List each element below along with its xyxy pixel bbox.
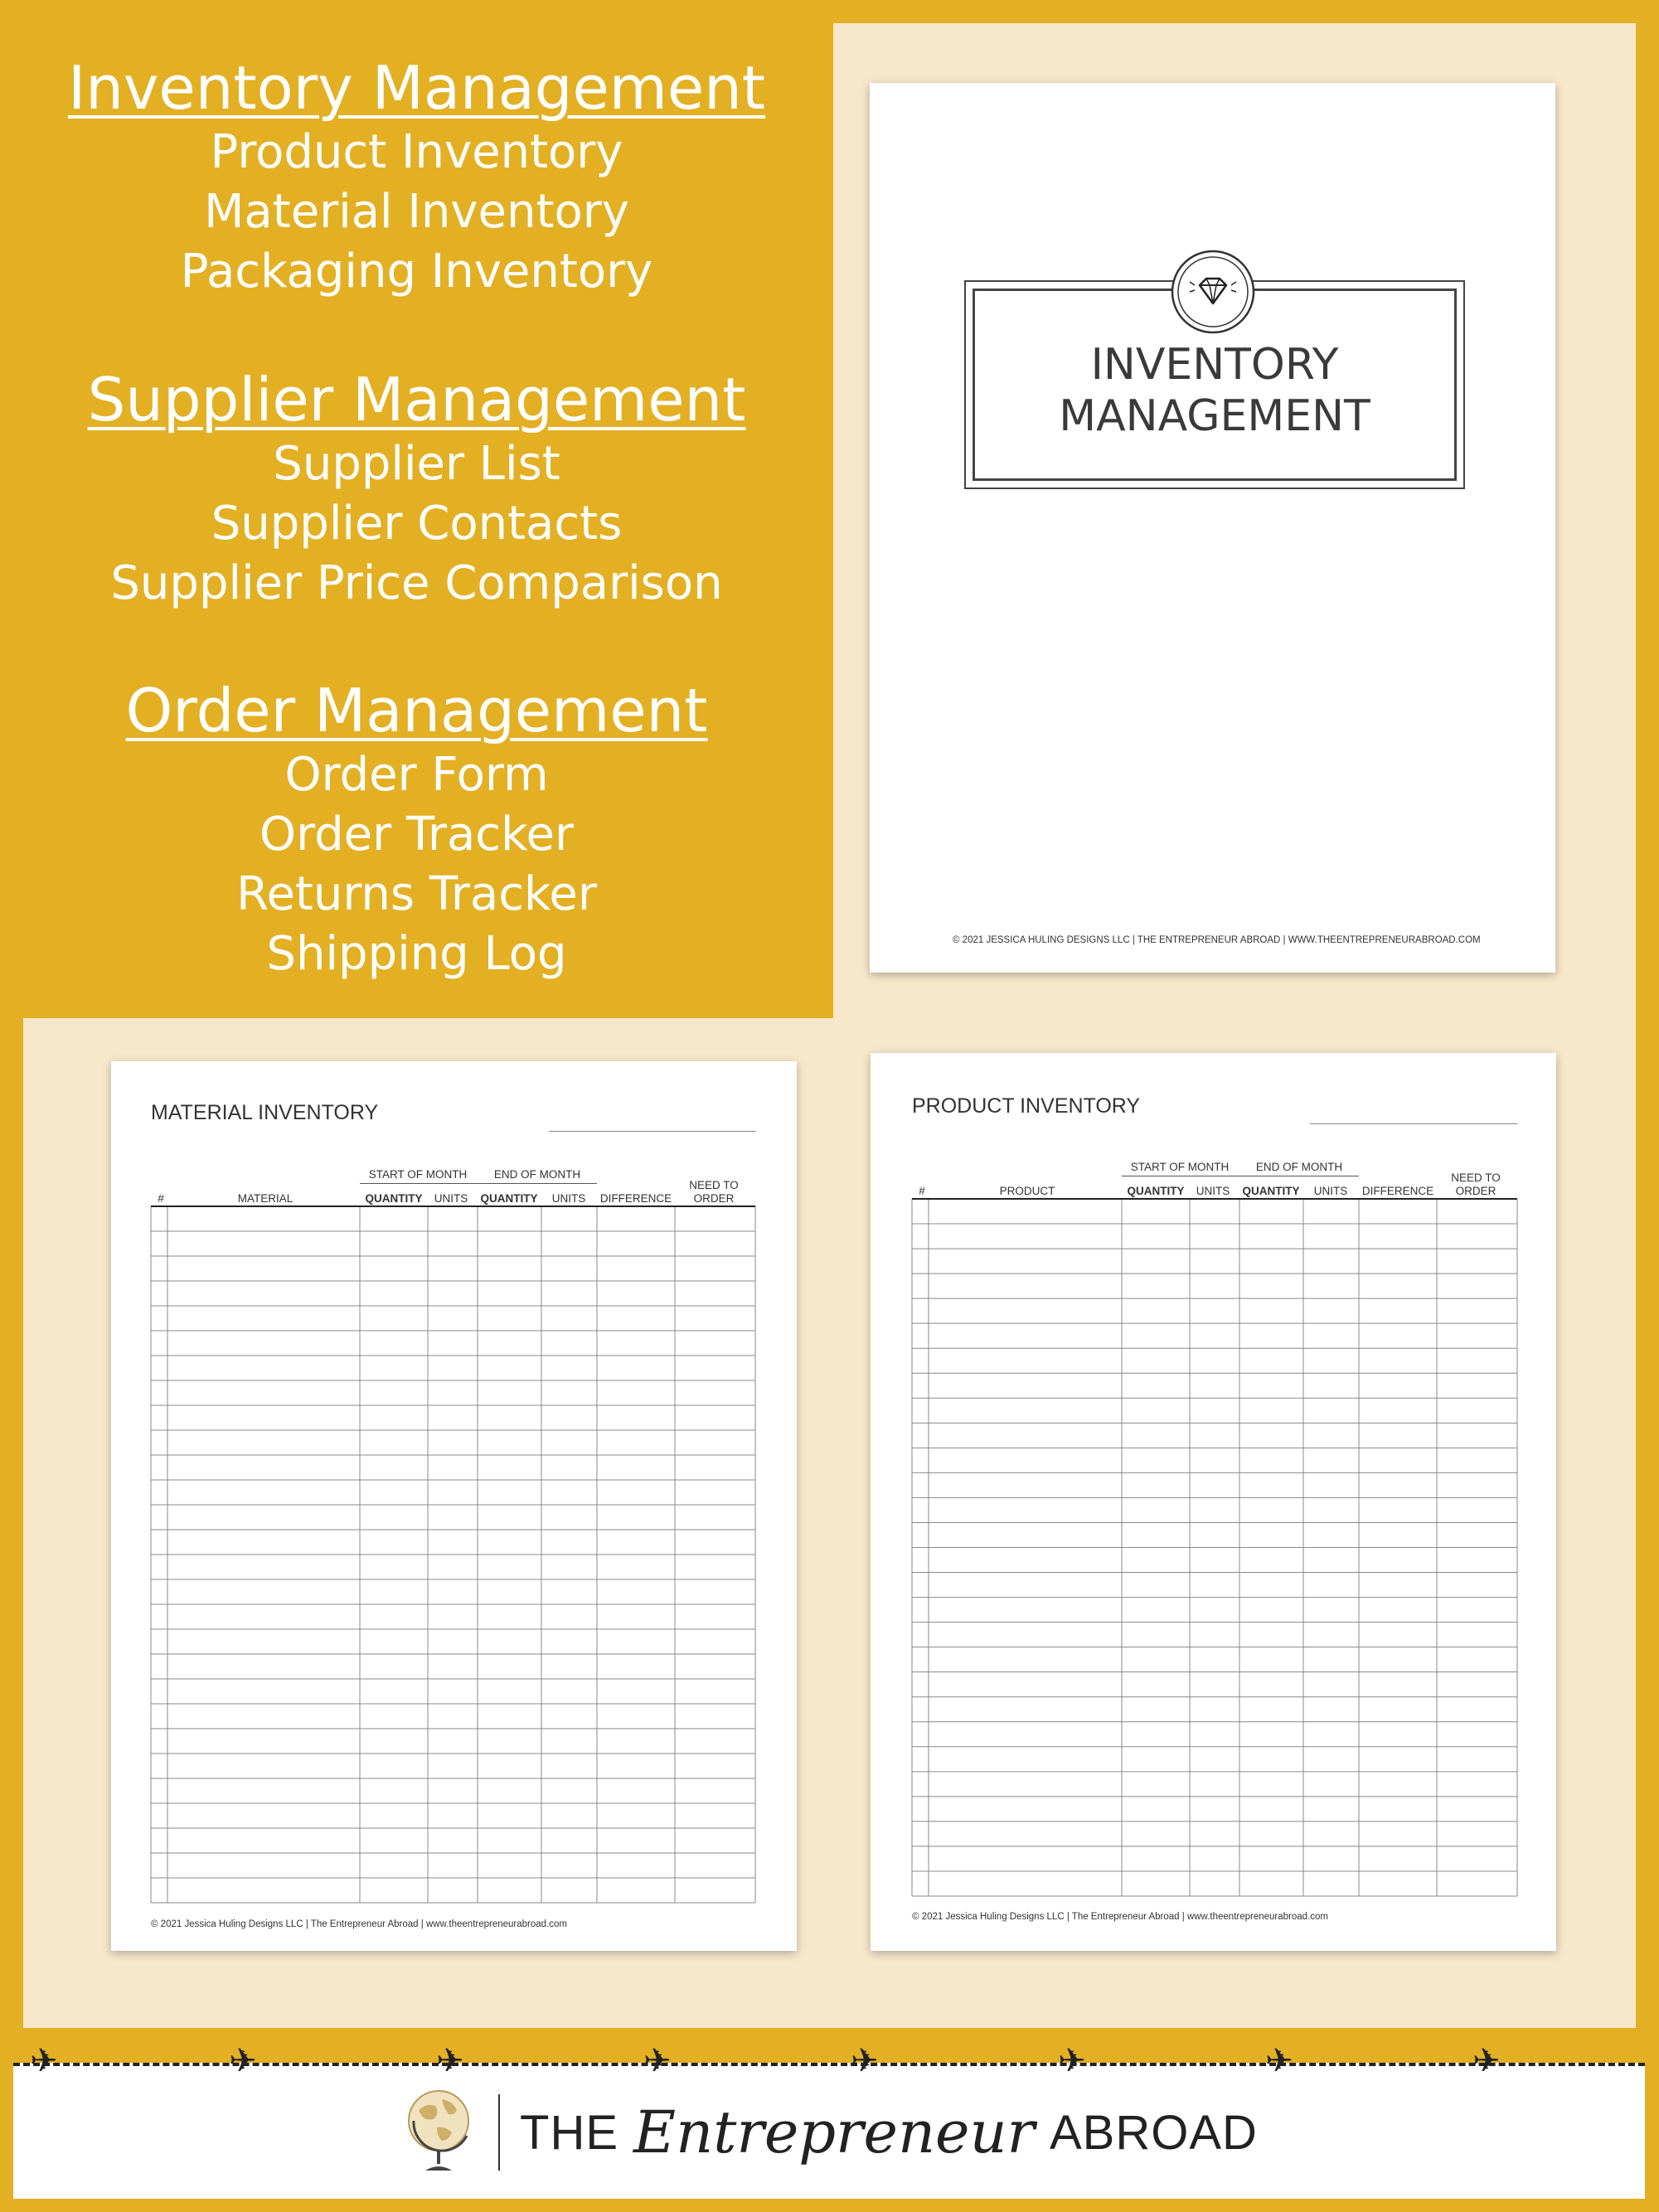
menu-item[interactable]: Supplier List [273,437,560,491]
header-start-quantity: QUANTITY [1127,1185,1185,1197]
header-start-units: UNITS [434,1192,468,1205]
menu-item[interactable]: Supplier Contacts [211,497,623,551]
header-num: # [919,1185,925,1197]
airplane-icon: ✈ [229,2042,257,2080]
header-need-to: NEED TO [1451,1171,1501,1184]
cover-page [870,83,1555,973]
header-difference: DIFFERENCE [599,1192,672,1205]
cover-footer: © 2021 JESSICA HULING DESIGNS LLC | THE ENTREPRENEUR ABROAD | WWW.THEENTREPRENEURABROAD.COM [953,935,1481,945]
brand-word-entrepreneur: Entrepreneur [633,2098,1035,2166]
header-start-units: UNITS [1196,1185,1230,1197]
menu-section-inventory [0,53,833,302]
header-end-quantity: QUANTITY [1242,1185,1300,1197]
brand-banner [0,2030,1659,2212]
airplane-icon: ✈ [436,2042,464,2080]
airplane-icon: ✈ [851,2042,879,2080]
material-inventory-page [111,1061,797,1951]
header-start-of-month: START OF MONTH [1130,1161,1230,1173]
menu-item[interactable]: Material Inventory [204,185,629,239]
menu-item[interactable]: Shipping Log [266,927,567,981]
header-need-to: NEED TO [689,1179,739,1191]
header-end-of-month: END OF MONTH [493,1168,581,1181]
cover-title-line2: MANAGEMENT [1059,391,1370,441]
menu-item[interactable]: Packaging Inventory [180,245,653,298]
sheet-footer: © 2021 Jessica Huling Designs LLC | The Entrepreneur Abroad | www.theentrepreneurabroad.com [912,1912,1328,1922]
header-num: # [158,1192,164,1205]
header-difference: DIFFERENCE [1361,1185,1434,1197]
header-end-of-month: END OF MONTH [1255,1161,1343,1173]
header-end-units: UNITS [1313,1185,1348,1197]
menu-item[interactable]: Returns Tracker [236,867,597,921]
menu-heading[interactable]: Inventory Management [67,53,766,123]
material-grid [111,1061,797,1951]
header-end-units: UNITS [551,1192,586,1205]
header-item: MATERIAL [237,1192,293,1205]
brand-word-the: THE [520,2105,619,2160]
globe-icon [400,2083,480,2182]
brand-white-strip [13,2042,1645,2199]
product-inventory-page [871,1053,1556,1951]
menu-item[interactable]: Order Form [284,748,549,802]
header-start-of-month: START OF MONTH [368,1168,468,1181]
menu-item[interactable]: Order Tracker [260,808,574,861]
header-end-quantity: QUANTITY [480,1192,538,1205]
diamond-icon [1170,249,1256,335]
airplane-icon: ✈ [1058,2042,1086,2080]
header-item: PRODUCT [999,1185,1055,1197]
sheet-title: PRODUCT INVENTORY [912,1094,1141,1118]
cover-title-line1: INVENTORY [1090,340,1339,390]
menu-heading[interactable]: Order Management [125,676,708,745]
logo-separator [498,2094,500,2171]
menu-section-supplier [0,365,833,614]
sheet-footer: © 2021 Jessica Huling Designs LLC | The Entrepreneur Abroad | www.theentrepreneurabroad.com [151,1919,567,1929]
header-order: ORDER [1455,1185,1496,1197]
menu-section-order [0,676,833,984]
airplane-icon: ✈ [643,2042,672,2080]
airplane-icon: ✈ [1265,2042,1293,2080]
contents-menu [0,0,833,1018]
airplane-icon: ✈ [30,2042,58,2080]
sheet-title: MATERIAL INVENTORY [151,1101,379,1124]
menu-item[interactable]: Product Inventory [210,125,623,179]
product-grid [871,1053,1556,1951]
header-start-quantity: QUANTITY [365,1192,423,1205]
brand-word-abroad: ABROAD [1050,2105,1258,2160]
menu-item[interactable]: Supplier Price Comparison [110,556,723,610]
header-order: ORDER [693,1192,735,1205]
brand-logo[interactable] [13,2066,1645,2199]
airplane-icon: ✈ [1472,2042,1501,2080]
menu-heading[interactable]: Supplier Management [87,365,746,434]
